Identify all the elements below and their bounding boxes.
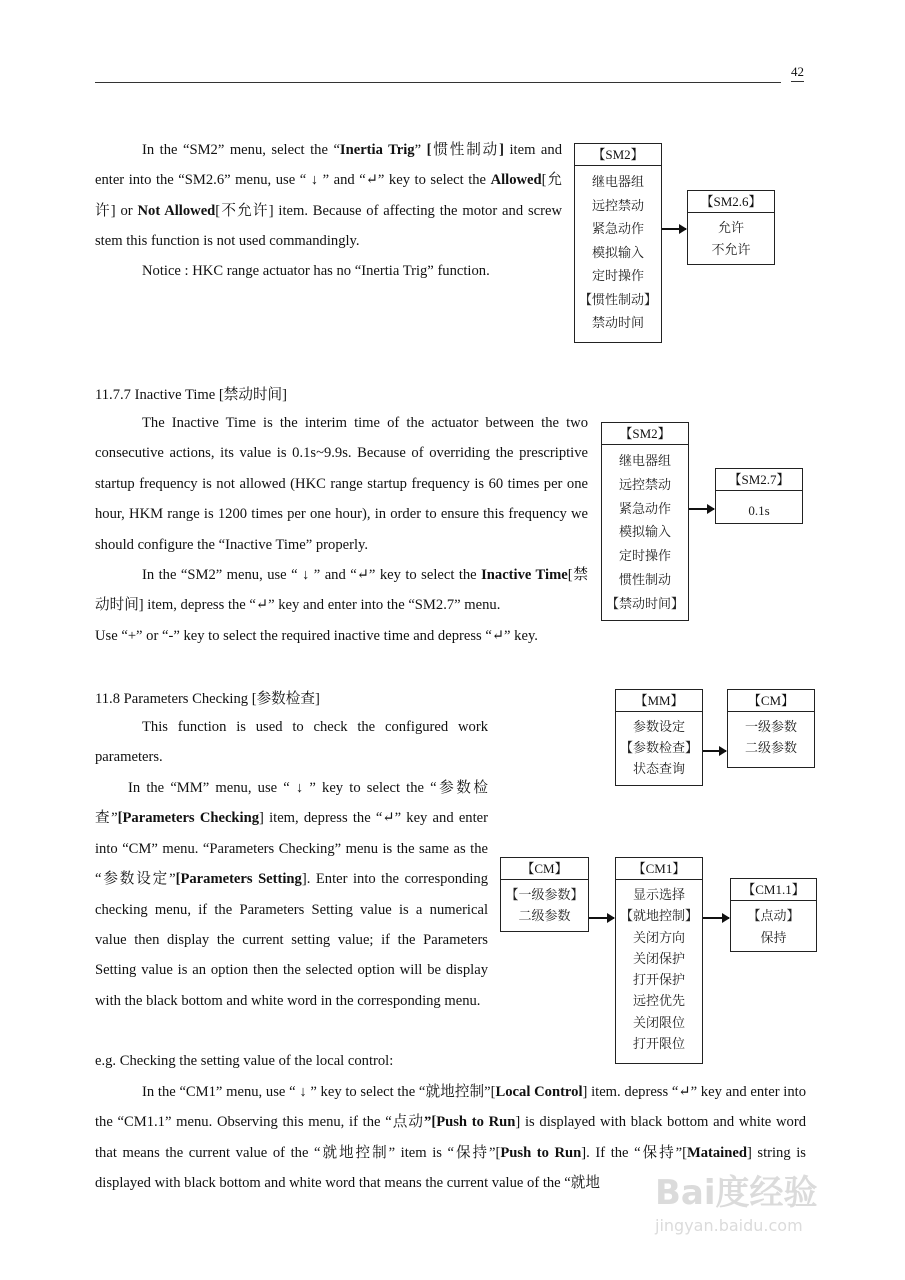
paragraph xyxy=(95,256,562,286)
menu-list xyxy=(728,712,814,758)
text-run: e.g. Checking the setting value of the local control: xyxy=(95,1053,394,1069)
menu-item: 二级参数 xyxy=(518,908,571,923)
menu-box-sm2-6 xyxy=(687,190,775,265)
menu-item: 【惯性制动】 xyxy=(578,291,657,307)
menu-item: 惯性制动 xyxy=(618,571,671,587)
menu-box-cm xyxy=(727,689,815,768)
menu-list xyxy=(616,880,702,1054)
menu-item: 【禁动时间】 xyxy=(605,595,684,611)
menu-item: 紧急动作 xyxy=(591,221,644,236)
bold-term: [ xyxy=(426,142,432,158)
paragraph xyxy=(95,1046,515,1076)
menu-box-cm1 xyxy=(615,857,703,1064)
text-run: The Inactive Time is the interim time of the actuator between the two consecutive actions, its value is 0.1s~9.9s. Because of overriding the prescriptive startup frequency is not allowed (HKC range startup frequency is 60 times per one hour, HKM range is 1200 times per one hour), in order to ensure this frequency we should configure the “Inactive Time” properly. xyxy=(95,415,588,553)
text-run: ” xyxy=(414,142,427,158)
menu-item: 【一级参数】 xyxy=(505,887,584,902)
text-run: In the “SM2” menu, select the “ xyxy=(142,142,340,158)
arrow-icon xyxy=(703,917,729,919)
menu-title: 【CM】 xyxy=(728,690,814,712)
menu-box-sm2-7 xyxy=(715,468,803,524)
menu-list xyxy=(575,166,661,335)
bold-term: Inertia Trig xyxy=(339,142,415,158)
text-run: 惯性制动 xyxy=(431,142,500,158)
menu-item: 【点动】 xyxy=(747,908,800,923)
menu-item: 远控禁动 xyxy=(618,476,671,492)
menu-item: 打开限位 xyxy=(632,1036,685,1052)
menu-item: 显示选择 xyxy=(632,887,685,902)
bold-term: ] xyxy=(499,142,504,158)
paragraph xyxy=(95,712,488,773)
menu-box-mm xyxy=(615,689,703,786)
paragraph xyxy=(95,560,588,621)
menu-item: 【参数检查】 xyxy=(619,740,698,755)
text-run: ] item. depress “↵” key and enter into the “CM1.1” menu. Observing this menu, if the “点动 xyxy=(95,1084,807,1131)
bold-term: Matained xyxy=(686,1144,747,1161)
menu-item: 打开保护 xyxy=(632,972,685,988)
menu-list xyxy=(501,880,588,926)
menu-box-sm2 xyxy=(601,422,689,621)
menu-item: 二级参数 xyxy=(744,740,797,755)
watermark-text: Bai度经验 xyxy=(655,1173,818,1213)
menu-box-cm1-1 xyxy=(730,878,817,952)
text-run: Notice : HKC range actuator has no “Inertia Trig” function. xyxy=(142,263,490,279)
menu-item: 0.1s xyxy=(748,503,770,518)
text-run: ]. Enter into the corresponding checking menu, if the Parameters Setting value is a numerical value then display the current setting value; if the Parameters Setting value is an option then the selected option will be display with the black bottom and white word in the corresponding menu. xyxy=(95,871,488,1009)
text-run: In the “CM1” menu, use “ ↓ ” key to select the “就地控制”[ xyxy=(142,1084,496,1100)
menu-item: 远控优先 xyxy=(632,993,685,1009)
bold-term: Local Control xyxy=(495,1084,583,1100)
text-run: item and enter into the “SM2.6” menu, use “ ↓ ” and “↵” key to select the xyxy=(95,142,562,189)
text-run: ]. If the “保持”[ xyxy=(581,1144,687,1161)
menu-list xyxy=(716,491,802,527)
menu-list xyxy=(616,712,702,779)
paragraph xyxy=(95,135,562,257)
menu-item: 关闭方向 xyxy=(632,929,685,945)
menu-item: 模拟输入 xyxy=(591,244,644,260)
bold-term: Allowed xyxy=(490,172,542,189)
menu-title: 【CM1】 xyxy=(616,858,702,880)
menu-item: 继电器组 xyxy=(591,174,644,189)
menu-item: 紧急动作 xyxy=(618,500,671,516)
menu-item: 继电器组 xyxy=(618,453,671,468)
menu-item: 定时操作 xyxy=(618,548,671,564)
menu-item: 关闭保护 xyxy=(632,950,685,966)
bold-term: Inactive Time xyxy=(481,567,568,583)
menu-title: 【MM】 xyxy=(616,690,702,712)
text-run: [不允许] item. Because of affecting the motor and screw stem this function is not used commandingly. xyxy=(95,202,562,250)
menu-item: 保持 xyxy=(760,929,787,945)
menu-title: 【SM2】 xyxy=(575,144,661,166)
menu-item: 禁动时间 xyxy=(591,315,644,330)
menu-item: 定时操作 xyxy=(591,268,644,283)
bold-term: ”[Push to Run xyxy=(424,1114,516,1131)
menu-item: 参数设定 xyxy=(632,719,685,734)
header-rule xyxy=(95,82,781,83)
text-run: ] is displayed with black bottom and white word that means the current value of the “就地控制” item is “保持”[ xyxy=(95,1114,806,1161)
arrow-icon xyxy=(589,917,614,919)
watermark-logo xyxy=(655,1165,818,1235)
bold-term: Not Allowed xyxy=(137,202,216,219)
section-heading: 11.7.7 Inactive Time [禁动时间] xyxy=(95,387,287,403)
menu-item: 【就地控制】 xyxy=(619,908,698,924)
menu-item: 不允许 xyxy=(711,242,751,257)
arrow-icon xyxy=(689,508,714,510)
text-run: In the “MM” menu, use “ ↓ ” key to select the “参数检查” xyxy=(95,780,488,827)
menu-title: 【SM2】 xyxy=(602,423,688,445)
paragraph xyxy=(95,408,588,560)
menu-item: 状态查询 xyxy=(632,761,685,776)
text-run: [允许] or xyxy=(95,172,562,219)
menu-item: 允许 xyxy=(717,220,744,235)
menu-item: 模拟输入 xyxy=(618,524,671,540)
text-run: Use “+” or “-” key to select the required inactive time and depress “↵” key. xyxy=(95,628,538,644)
menu-box-cm xyxy=(500,857,589,932)
menu-title: 【CM1.1】 xyxy=(731,879,816,901)
menu-item: 关闭限位 xyxy=(632,1014,685,1030)
menu-box-sm2 xyxy=(574,143,662,343)
menu-item: 远控禁动 xyxy=(591,197,644,213)
bold-term: [Parameters Setting xyxy=(175,871,302,888)
text-run: This function is used to check the configured work parameters. xyxy=(95,719,488,766)
arrow-icon xyxy=(662,228,686,230)
menu-list xyxy=(731,901,816,948)
section-heading: 11.8 Parameters Checking [参数检查] xyxy=(95,691,320,707)
menu-list xyxy=(602,445,688,616)
page-number: 42 xyxy=(791,64,804,82)
text-run: In the “SM2” menu, use “ ↓ ” and “↵” key to select the xyxy=(142,567,482,583)
text-run: ] string is displayed with black bottom and white word that means the current value of the “就地 xyxy=(95,1144,806,1192)
menu-title: 【CM】 xyxy=(501,858,588,880)
bold-term: [Parameters Checking xyxy=(117,810,260,827)
paragraph xyxy=(95,773,488,1016)
menu-list xyxy=(688,213,774,261)
text-run: [禁动时间] item, depress the “↵” key and enter into the “SM2.7” menu. xyxy=(95,567,588,614)
paragraph xyxy=(95,621,595,651)
watermark-url: jingyan.baidu.com xyxy=(655,1216,803,1235)
menu-title: 【SM2.6】 xyxy=(688,191,774,213)
menu-item: 一级参数 xyxy=(744,719,797,734)
text-run: ] item, depress the “↵” key and enter into “CM” menu. “Parameters Checking” menu is the same as the “参数设定” xyxy=(95,810,488,888)
menu-title: 【SM2.7】 xyxy=(716,469,802,491)
arrow-icon xyxy=(703,750,726,752)
bold-term: Push to Run xyxy=(500,1144,582,1161)
